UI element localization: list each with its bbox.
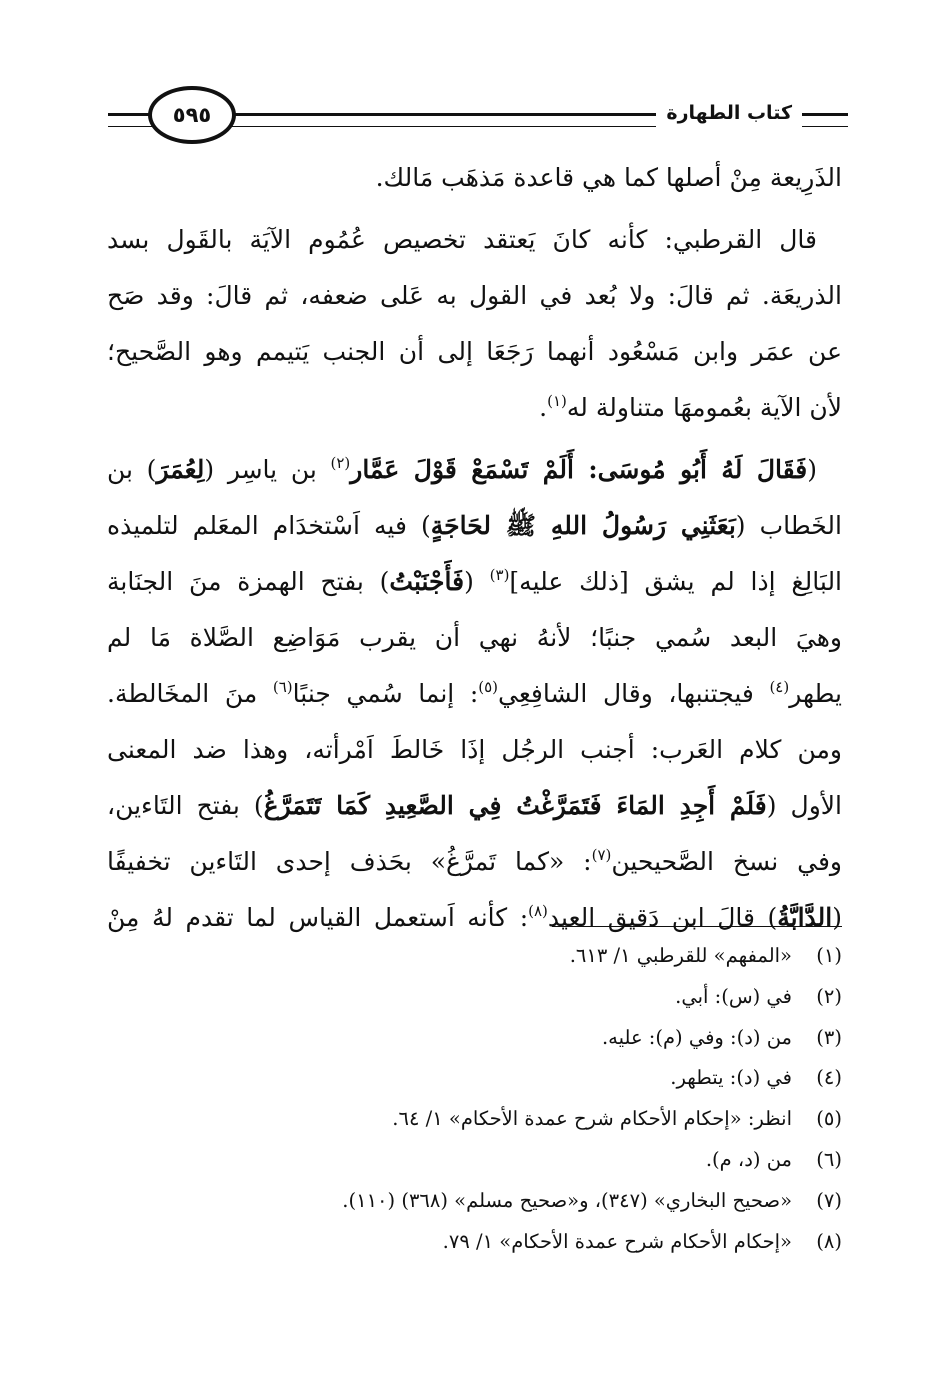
- quoted-hadith: فَأَجْنَبْتُ: [389, 567, 465, 596]
- text-span: : «كما تَمرَّغُ» بحَذف إحدى التَاءين تخفيفًا: [107, 847, 592, 876]
- text-span: يطهر: [789, 679, 843, 708]
- text-span: البَالِغ إذا لم يشق [ذلك عليه]: [509, 567, 843, 596]
- text-span: الخَطاب (: [735, 511, 842, 540]
- text-span: الذَرِيعة مِنْ أصلها كما هي قاعدة مَذهَب مَالك.: [375, 163, 842, 192]
- footnote-text: انظر: «إحكام الأحكام شرح عمدة الأحكام» ١/ ٦٤.: [392, 1107, 792, 1131]
- text-line: [107, 722, 842, 778]
- text-span: .: [539, 393, 548, 422]
- footnote-number: (٤): [816, 1066, 842, 1090]
- text-line: [107, 442, 842, 498]
- footnote-text: من (د، م).: [705, 1147, 792, 1171]
- footnote-item: [107, 1099, 842, 1140]
- text-line: [107, 778, 842, 834]
- quoted-hadith: الدَّابَّةُ: [777, 903, 833, 932]
- footnote-item: [107, 1018, 842, 1059]
- footnote-ref[interactable]: (٧): [591, 846, 612, 864]
- footnote-text: في (س): أبي.: [675, 984, 792, 1008]
- footnote-text: في (د): يتطهر.: [670, 1066, 792, 1090]
- text-span: : إنما سُمي جنبًا: [292, 679, 479, 708]
- page-header: [108, 86, 848, 156]
- footnotes: [107, 936, 842, 1262]
- text-line: [107, 324, 842, 380]
- text-span: (: [807, 455, 817, 484]
- footnote-item: [107, 1181, 842, 1222]
- footnote-number: (٣): [816, 1025, 842, 1049]
- text-span: (: [464, 567, 490, 596]
- text-line: [107, 212, 842, 268]
- footnote-ref[interactable]: (٤): [769, 678, 790, 696]
- text-span: ) بفتح التَاءين،: [107, 791, 264, 820]
- footnote-number: (٦): [816, 1147, 842, 1171]
- footnote-text: من (د): وفي (م): عليه.: [601, 1025, 792, 1049]
- text-line: [107, 268, 842, 324]
- footnote-ref[interactable]: (١): [547, 392, 567, 410]
- text-line: [107, 610, 842, 666]
- quoted-hadith: بَعَثَنِي رَسُولُ اللهِ ﷺ لحَاجَةٍ: [430, 511, 736, 540]
- footnote-number: (٨): [816, 1229, 842, 1253]
- text-span: ) قالَ ابن دَقيق العيد: [547, 903, 778, 932]
- text-span: (: [832, 903, 842, 932]
- footnote-number: (٥): [816, 1107, 842, 1131]
- text-line: [107, 380, 842, 436]
- text-span: ) فيه اَسْتخدَام المعَلم لتلميذه: [107, 511, 431, 540]
- footnote-item: [107, 1058, 842, 1099]
- text-line: [107, 554, 842, 610]
- quoted-hadith: فَقَالَ لَهُ أَبُو مُوسَى: أَلَمْ تَسْمَعْ قَوْلَ عَمَّار: [350, 455, 808, 484]
- page-number: ٥٩٥: [172, 103, 212, 127]
- footnote-text: «إحكام الأحكام شرح عمدة الأحكام» ١/ ٧٩.: [442, 1229, 792, 1253]
- footnote-ref[interactable]: (٢): [330, 454, 351, 472]
- text-span: : كأنه اَستعمل القياس لما تقدم لهُ مِنْ: [107, 903, 529, 932]
- text-span: الأول (: [766, 791, 842, 820]
- text-line: [107, 834, 842, 890]
- text-line: [107, 498, 842, 554]
- footnote-number: (٧): [816, 1188, 842, 1212]
- quoted-hadith: فَلَمْ أَجِدِ المَاءَ فَتَمَرَّغْتُ فِي الصَّعِيدِ كَمَا تَتَمَرَّغُ: [263, 791, 767, 820]
- text-span: وهيَ البعد سُمي جنبًا؛ لأنهُ نهي أن يقرب مَوَاضِع الصَّلاة مَا لم: [107, 623, 842, 652]
- text-line: [107, 666, 842, 722]
- text-span: منَ المخَالطة.: [107, 679, 273, 708]
- footnote-text: «صحيح البخاري» (٣٤٧)، و«صحيح مسلم» (٣٦٨) (١١٠).: [342, 1188, 792, 1212]
- footnote-number: (٢): [816, 984, 842, 1008]
- text-span: ومن كلام العَرب: أجنب الرجُل إذَا خَالطَ اَمْرأته، وهذا ضد المعنى: [107, 735, 842, 764]
- main-text: [107, 150, 842, 946]
- text-span: فيجتنبها، وقال الشافِعِي: [498, 679, 770, 708]
- quoted-hadith: لِعُمَرَ: [156, 455, 205, 484]
- text-span: وفي نسخ الصَّحيحين: [611, 847, 842, 876]
- text-span: بن ياسِر (: [204, 455, 331, 484]
- footnote-item: [107, 1222, 842, 1263]
- text-span: الذريعَة. ثم قالَ: ولا بُعد في القول به عَلى ضعفه، ثم قالَ: وقد صَح: [107, 281, 842, 310]
- footnote-ref[interactable]: (٦): [272, 678, 293, 696]
- page-number-badge: [148, 86, 236, 144]
- footnote-text: «المفهم» للقرطبي ١/ ٦١٣.: [569, 944, 792, 967]
- chapter-title: كتاب الطهارة: [656, 97, 802, 129]
- footnote-item: [107, 977, 842, 1018]
- footnote-ref[interactable]: (٣): [489, 566, 510, 584]
- text-line: [107, 150, 842, 206]
- footnote-item: [107, 1140, 842, 1181]
- text-span: عن عمَر وابن مَسْعُود أنهما رَجَعَا إلى أن الجنب يَتيمم وهو الصَّحيح؛: [107, 337, 842, 366]
- footnote-ref[interactable]: (٨): [528, 902, 548, 920]
- text-span: لأن الآية بعُمومهَا متناولة له: [566, 393, 842, 422]
- footnote-number: (١): [816, 944, 842, 967]
- text-span: قال القرطبي: كأنه كانَ يَعتقد تخصيص عُمُوم الآيَة بالقَول بسد: [107, 225, 817, 254]
- footnote-separator: [552, 926, 842, 927]
- footnote-ref[interactable]: (٥): [478, 678, 499, 696]
- footnote-item: [107, 936, 842, 977]
- text-span: ) بفتح الهمزة منَ الجنَابة: [107, 567, 390, 596]
- text-span: ) بن: [107, 455, 157, 484]
